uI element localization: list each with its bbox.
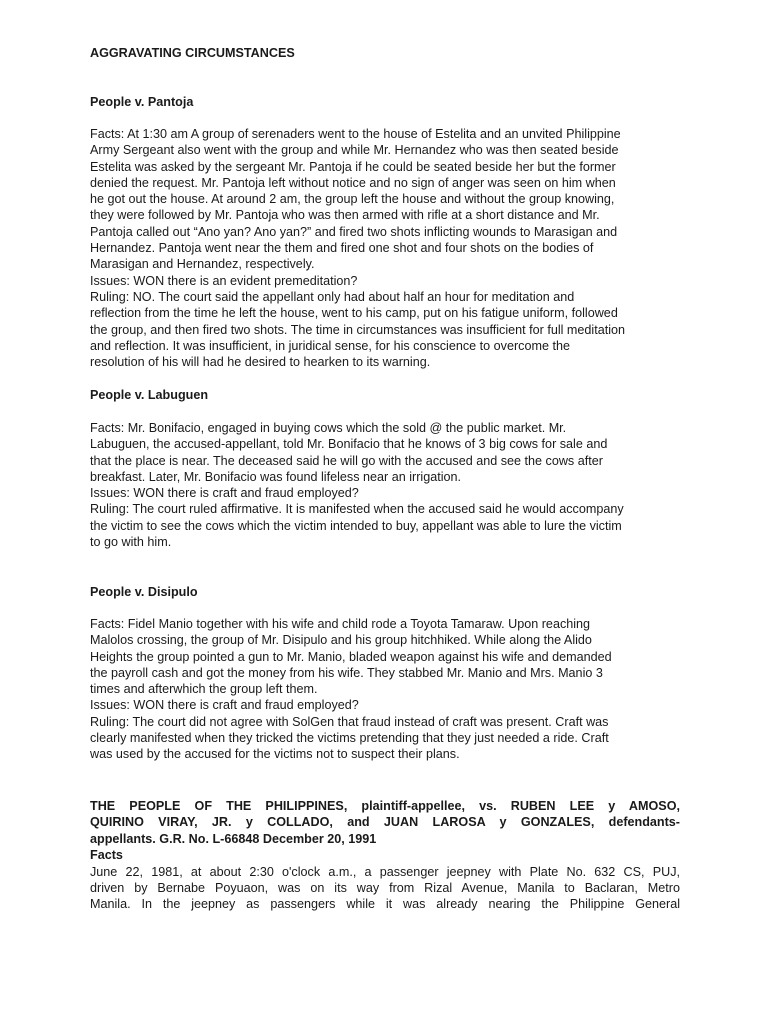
text-line: that the place is near. The deceased said he will go with the accused and see the cows after bbox=[90, 453, 603, 468]
text-line: Issues: WON there is an evident premeditation? bbox=[90, 273, 358, 288]
text-line: driven by Bernabe Poyuaon, was on its way from Rizal Avenue, Manila to Baclaran, Metro bbox=[90, 880, 680, 895]
text-line: resolution of his will had he desired to hearken to its warning. bbox=[90, 355, 431, 370]
text-line: Heights the group pointed a gun to Mr. Manio, bladed weapon against his wife and demanded bbox=[90, 649, 612, 664]
text-line: Estelita was asked by the sergeant Mr. Pantoja if he could be seated beside her but the former bbox=[90, 159, 616, 174]
text-line: reflection from the time he left the house, went to his camp, put on his fatigue uniform, followed bbox=[90, 306, 618, 321]
text-line: Ruling: The court ruled affirmative. It is manifested when the accused said he would accompany bbox=[90, 502, 624, 517]
document-title: AGGRAVATING CIRCUMSTANCES bbox=[90, 46, 295, 60]
case-heading-lee bbox=[90, 798, 680, 913]
text-line: Issues: WON there is craft and fraud employed? bbox=[90, 486, 359, 501]
text-line: Facts: Mr. Bonifacio, engaged in buying cows which the sold @ the public market. Mr. bbox=[90, 421, 567, 435]
heading-line: appellants. G.R. No. L-66848 December 20, 1991 bbox=[90, 831, 377, 846]
text-line: times and afterwhich the group left them. bbox=[90, 682, 318, 697]
text-line: June 22, 1981, at about 2:30 o'clock a.m., a passenger jeepney with Plate No. 632 CS, PUJ, bbox=[90, 864, 680, 879]
text-line: Malolos crossing, the group of Mr. Disipulo and his group hitchhiked. While along the Alido bbox=[90, 633, 592, 648]
text-line: they were followed by Mr. Pantoja who was then armed with rifle at a short distance and Mr. bbox=[90, 208, 600, 223]
text-line: Army Sergeant also went with the group and while Mr. Hernandez who was then seated beside bbox=[90, 143, 619, 158]
case-heading-labuguen: People v. Labuguen bbox=[90, 388, 209, 402]
text-line: Pantoja called out “Ano yan? Ano yan?” and fired two shots inflicting wounds to Marasigan and bbox=[90, 224, 618, 239]
text-line: Facts: Fidel Manio together with his wife and child rode a Toyota Tamaraw. Upon reaching bbox=[90, 617, 591, 631]
text-line: denied the request. Mr. Pantoja left without notice and no sign of anger was seen on him when bbox=[90, 175, 616, 190]
text-line: Facts: At 1:30 am A group of serenaders went to the house of Estelita and an unvited Philippine bbox=[90, 127, 621, 141]
text-line: he got out the house. At around 2 am, the group left the house and without the group knowing, bbox=[90, 192, 615, 207]
facts-label: Facts bbox=[90, 848, 123, 863]
text-line: Manila. In the jeepney as passengers while it was already nearing the Philippine General bbox=[90, 897, 680, 912]
text-line: Ruling: The court did not agree with SolGen that fraud instead of craft was present. Craft was bbox=[90, 714, 609, 729]
text-line: was used by the accused for the victims not to suspect their plans. bbox=[90, 747, 460, 762]
text-line: the payroll cash and got the money from his wife. They stabbed Mr. Manio and Mrs. Manio 3 bbox=[90, 665, 603, 680]
text-line: Issues: WON there is craft and fraud employed? bbox=[90, 698, 359, 713]
case-body-pantoja bbox=[90, 126, 690, 370]
text-line: clearly manifested when they tricked the victims pretending that they just needed a ride. Craft bbox=[90, 731, 609, 746]
case-heading-pantoja: People v. Pantoja bbox=[90, 95, 194, 109]
heading-line: QUIRINO VIRAY, JR. y COLLADO, and JUAN LAROSA y GONZALES, defendants- bbox=[90, 815, 680, 830]
text-line: to go with him. bbox=[90, 535, 172, 550]
text-line: Labuguen, the accused-appellant, told Mr. Bonifacio that he knows of 3 big cows for sale and bbox=[90, 437, 608, 452]
heading-line: THE PEOPLE OF THE PHILIPPINES, plaintiff-appellee, vs. RUBEN LEE y AMOSO, bbox=[90, 799, 680, 813]
text-line: Ruling: NO. The court said the appellant only had about half an hour for meditation and bbox=[90, 289, 575, 304]
text-line: breakfast. Later, Mr. Bonifacio was found lifeless near an irrigation. bbox=[90, 469, 462, 484]
text-line: the victim to see the cows which the victim intended to buy, appellant was able to lure the victim bbox=[90, 518, 622, 533]
case-body-labuguen bbox=[90, 420, 690, 550]
text-line: Marasigan and Hernandez, respectively. bbox=[90, 257, 315, 272]
case-heading-disipulo: People v. Disipulo bbox=[90, 585, 198, 599]
text-line: Hernandez. Pantoja went near the them and fired one shot and four shots on the bodies of bbox=[90, 241, 594, 256]
text-line: and reflection. It was insufficient, in juridical sense, for his conscience to overcome the bbox=[90, 338, 570, 353]
text-line: the group, and then fired two shots. The time in circumstances was insufficient for full meditation bbox=[90, 322, 626, 337]
case-body-disipulo bbox=[90, 616, 690, 763]
